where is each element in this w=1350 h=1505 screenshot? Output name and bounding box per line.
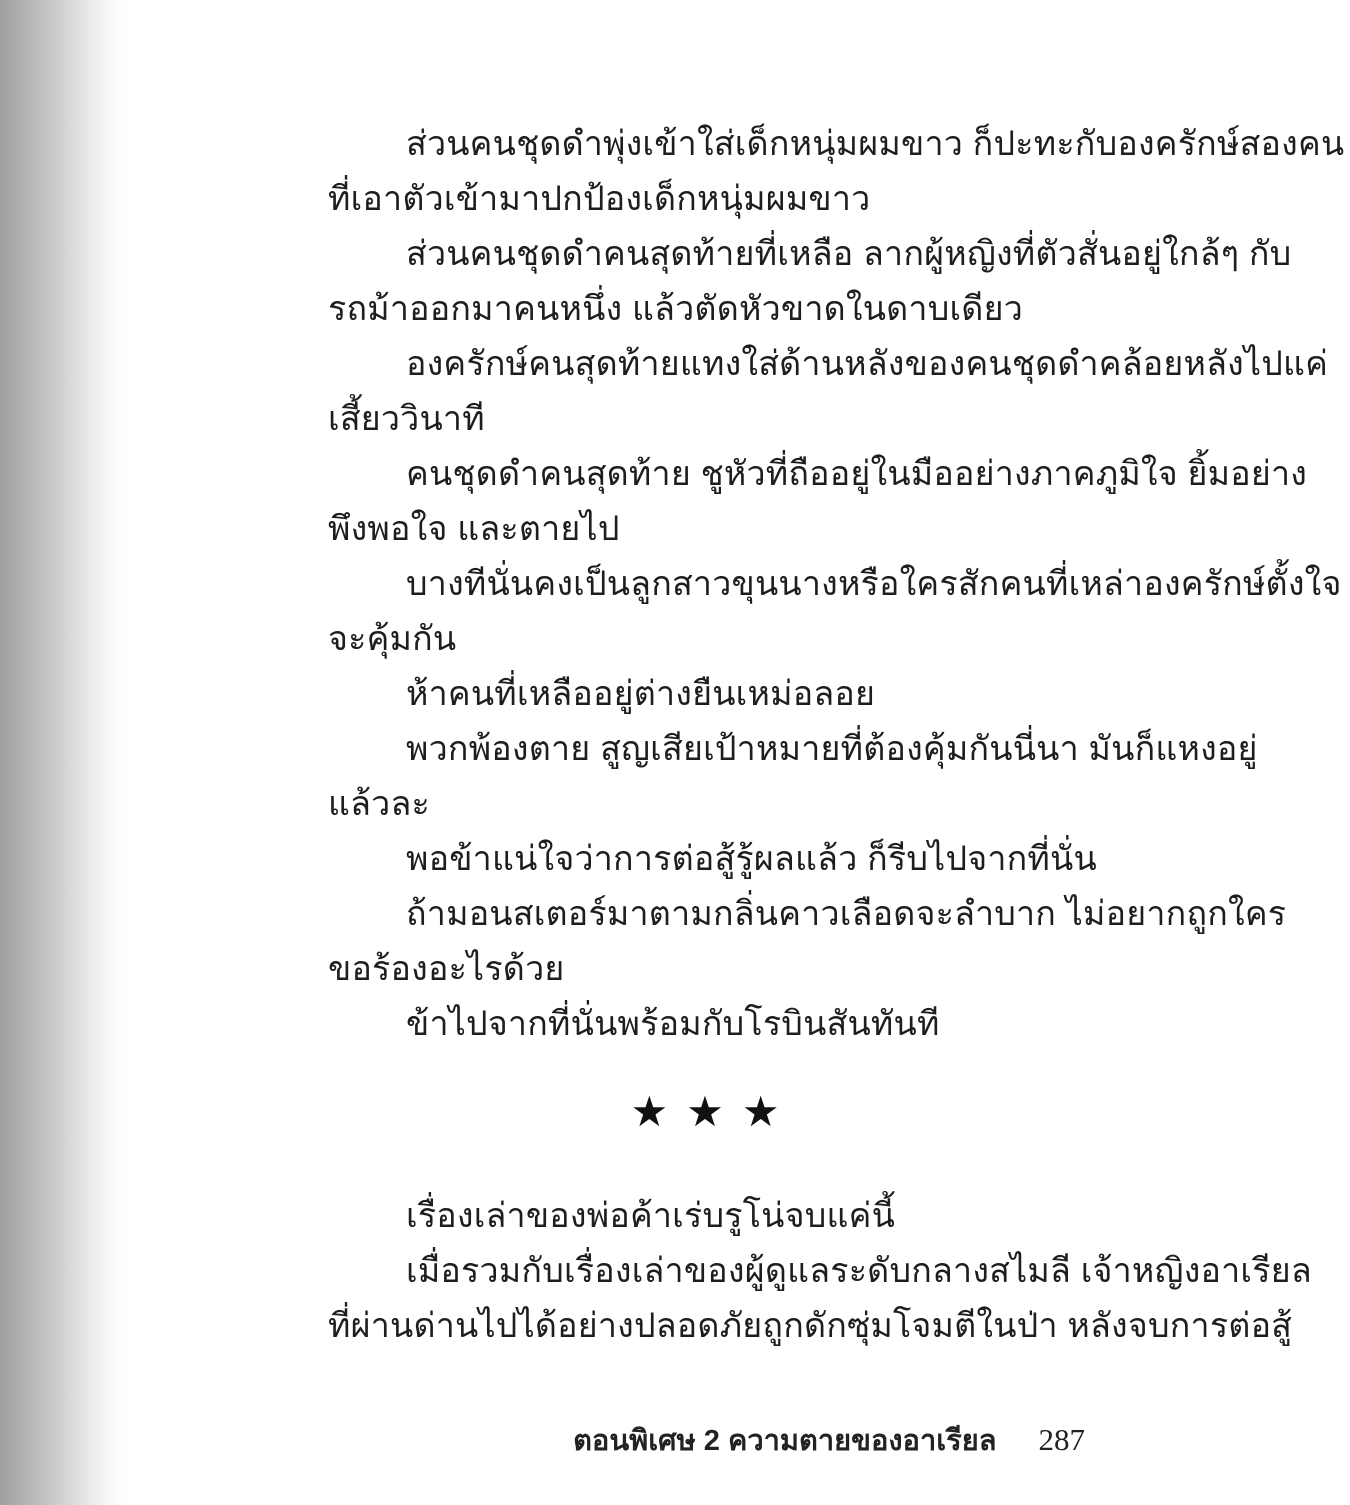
page-edge-shadow bbox=[0, 0, 125, 1505]
text-line: ห้าคนที่เหลืออยู่ต่างยืนเหม่อลอย bbox=[406, 675, 876, 713]
text-line: เมื่อรวมกับเรื่องเล่าของผู้ดูแลระดับกลางสไมลี เจ้าหญิงอาเรียล bbox=[406, 1252, 1312, 1290]
text-line: ส่วนคนชุดดำคนสุดท้ายที่เหลือ ลากผู้หญิงที่ตัวสั่นอยู่ใกล้ๆ กับ bbox=[406, 235, 1292, 273]
text-line: เสี้ยววินาที bbox=[328, 400, 485, 438]
text-line: องครักษ์คนสุดท้ายแทงใส่ด้านหลังของคนชุดดำคล้อยหลังไปแค่ bbox=[406, 345, 1329, 383]
text-line: ขอร้องอะไรด้วย bbox=[328, 950, 565, 988]
text-line: ที่เอาตัวเข้ามาปกป้องเด็กหนุ่มผมขาว bbox=[328, 180, 871, 218]
page-body-text bbox=[328, 117, 1345, 1354]
text-line: จะคุ้มกัน bbox=[328, 620, 457, 658]
text-line: พวกพ้องตาย สูญเสียเป้าหมายที่ต้องคุ้มกันนี่นา มันก็แหงอยู่ bbox=[406, 730, 1258, 768]
text-line: ที่ผ่านด่านไปได้อย่างปลอดภัยถูกดักซุ่มโจมตีในป่า หลังจบการต่อสู้ bbox=[328, 1307, 1293, 1345]
text-line: ส่วนคนชุดดำพุ่งเข้าใส่เด็กหนุ่มผมขาว ก็ปะทะกับองครักษ์สองคน bbox=[406, 125, 1345, 163]
footer-chapter-title: ตอนพิเศษ 2 ความตายของอาเรียล bbox=[573, 1425, 997, 1457]
text-line: บางทีนั่นคงเป็นลูกสาวขุนนางหรือใครสักคนที่เหล่าองครักษ์ตั้งใจ bbox=[406, 565, 1342, 603]
section-separator-stars: ★★★ bbox=[630, 1088, 798, 1135]
text-line: คนชุดดำคนสุดท้าย ชูหัวที่ถืออยู่ในมืออย่างภาคภูมิใจ ยิ้มอย่าง bbox=[406, 455, 1308, 493]
footer-page-number: 287 bbox=[1038, 1422, 1085, 1457]
text-line: รถม้าออกมาคนหนึ่ง แล้วตัดหัวขาดในดาบเดียว bbox=[328, 290, 1024, 328]
text-line: เรื่องเล่าของพ่อค้าเร่บรูโน่จบแค่นี้ bbox=[406, 1197, 896, 1235]
page-footer bbox=[328, 1412, 1085, 1467]
text-line: พึงพอใจ และตายไป bbox=[328, 510, 620, 548]
text-line: ถ้ามอนสเตอร์มาตามกลิ่นคาวเลือดจะลำบาก ไม่อยากถูกใคร bbox=[406, 895, 1287, 933]
text-line: แล้วละ bbox=[328, 785, 430, 823]
text-line: พอข้าแน่ใจว่าการต่อสู้รู้ผลแล้ว ก็รีบไปจากที่นั่น bbox=[406, 840, 1097, 878]
text-line: ข้าไปจากที่นั่นพร้อมกับโรบินสันทันที bbox=[406, 1005, 940, 1043]
